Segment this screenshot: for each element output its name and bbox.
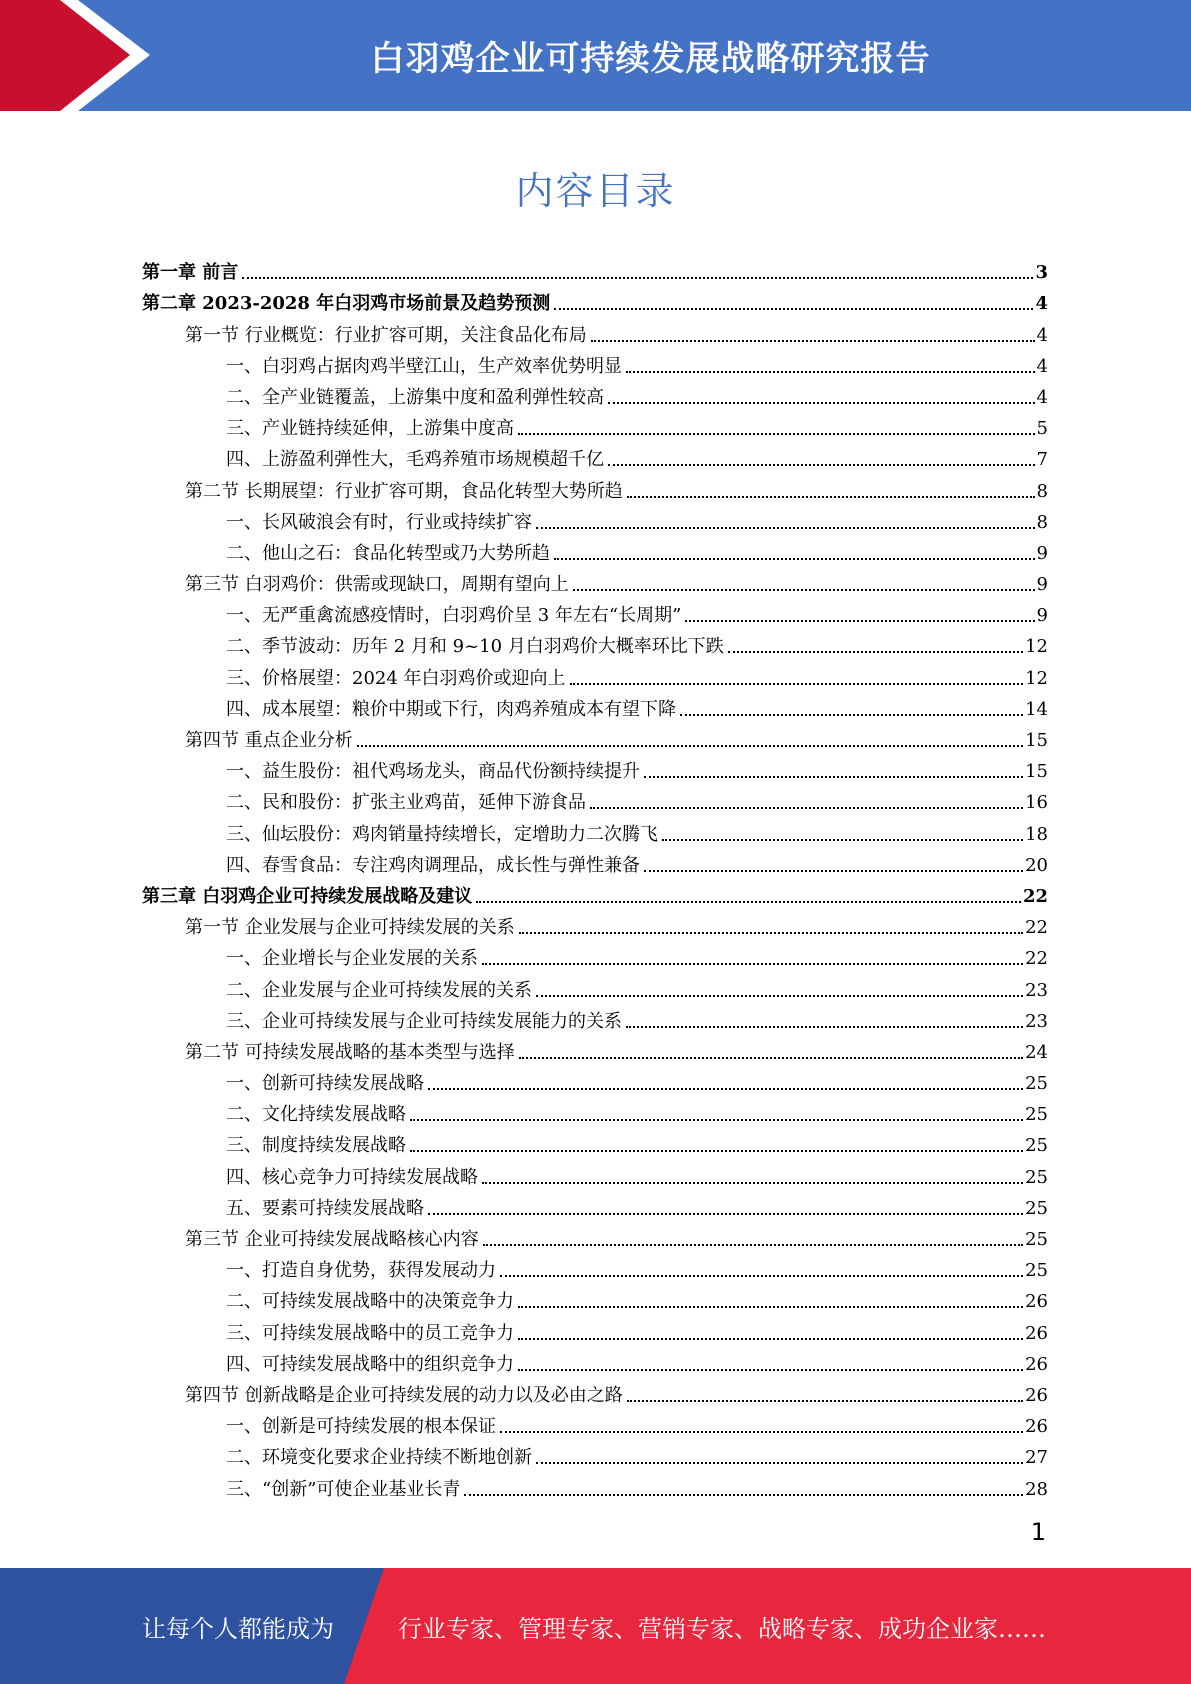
footer-slogan-left: 让每个人都能成为 <box>142 1614 334 1643</box>
toc-dot-leader <box>500 1275 1023 1277</box>
toc-dot-leader <box>428 1088 1023 1090</box>
toc-entry[interactable] <box>142 1470 1048 1501</box>
toc-entry-label: 四、成本展望：粮价中期或下行，肉鸡养殖成本有望下降 <box>226 698 676 720</box>
toc-entry[interactable] <box>142 722 1048 753</box>
toc-entry-page: 15 <box>1025 730 1048 751</box>
toc-entry-page: 4 <box>1036 355 1048 377</box>
toc-entry[interactable] <box>142 566 1048 597</box>
toc-entry-label: 一、益生股份：祖代鸡场龙头，商品代份额持续提升 <box>226 761 640 783</box>
toc-dot-leader <box>518 1369 1023 1371</box>
toc-entry-label: 三、价格展望：2024 年白羽鸡价或迎向上 <box>226 667 566 689</box>
toc-entry-label: 二、全产业链覆盖，上游集中度和盈利弹性较高 <box>226 386 604 408</box>
toc-entry[interactable] <box>142 971 1048 1002</box>
toc-entry-page: 12 <box>1025 667 1048 689</box>
toc-entry[interactable] <box>142 504 1048 535</box>
toc-entry-page: 5 <box>1036 418 1048 440</box>
toc-entry[interactable] <box>142 254 1048 285</box>
toc-entry-label: 二、民和股份：扩张主业鸡苗，延伸下游食品 <box>226 792 586 814</box>
toc-entry[interactable] <box>142 847 1048 878</box>
toc-entry-page: 25 <box>1025 1135 1048 1157</box>
toc-entry[interactable] <box>142 348 1048 379</box>
toc-entry-page: 16 <box>1025 792 1048 814</box>
toc-dot-leader <box>536 1462 1023 1464</box>
toc-entry-page: 25 <box>1025 1166 1048 1188</box>
toc-entry-page: 18 <box>1025 823 1048 845</box>
toc-dot-leader <box>482 963 1023 965</box>
toc-entry[interactable] <box>142 1439 1048 1470</box>
toc-entry-page: 26 <box>1025 1416 1048 1438</box>
toc-entry-label: 三、产业链持续延伸，上游集中度高 <box>226 418 514 440</box>
toc-dot-leader <box>554 308 1033 310</box>
toc-entry-label: 二、可持续发展战略中的决策竞争力 <box>226 1291 514 1313</box>
toc-dot-leader <box>626 1026 1023 1028</box>
toc-entry-label: 三、“创新”可使企业基业长青 <box>226 1478 461 1500</box>
toc-entry[interactable] <box>142 316 1048 347</box>
toc-dot-leader <box>242 277 1033 279</box>
toc-dot-leader <box>483 1244 1023 1246</box>
toc-entry[interactable] <box>142 878 1048 909</box>
toc-entry-label: 二、季节波动：历年 2 月和 9~10 月白羽鸡价大概率环比下跌 <box>226 636 724 658</box>
toc-dot-leader <box>357 745 1023 747</box>
toc-entry-page: 8 <box>1036 511 1048 533</box>
toc-entry[interactable] <box>142 940 1048 971</box>
toc-dot-leader <box>536 527 1035 529</box>
toc-dot-leader <box>685 620 1034 622</box>
toc-entry-page: 4 <box>1036 324 1048 346</box>
toc-dot-leader <box>570 683 1024 685</box>
toc-entry-page: 25 <box>1025 1073 1048 1095</box>
toc-entry-page: 25 <box>1025 1260 1048 1282</box>
toc-entry-page: 25 <box>1025 1197 1048 1219</box>
toc-dot-leader <box>608 464 1035 466</box>
toc-entry-label: 一、创新可持续发展战略 <box>226 1073 424 1095</box>
toc-dot-leader <box>554 558 1035 560</box>
toc-entry-label: 第一章 前言 <box>142 262 239 284</box>
toc-entry-label: 二、文化持续发展战略 <box>226 1104 406 1126</box>
toc-entry[interactable] <box>142 753 1048 784</box>
toc-entry-page: 9 <box>1036 605 1048 627</box>
toc-entry-page: 25 <box>1025 1104 1048 1126</box>
toc-entry[interactable] <box>142 1346 1048 1377</box>
toc-entry[interactable] <box>142 597 1048 628</box>
toc-dot-leader <box>518 433 1035 435</box>
toc-entry-page: 27 <box>1025 1447 1048 1469</box>
page-number: 1 <box>1030 1518 1046 1546</box>
toc-entry[interactable] <box>142 410 1048 441</box>
report-title: 白羽鸡企业可持续发展战略研究报告 <box>370 39 931 79</box>
toc-dot-leader <box>519 1057 1023 1059</box>
toc-entry-page: 26 <box>1025 1291 1048 1313</box>
toc-entry[interactable] <box>142 691 1048 722</box>
toc-entry-page: 28 <box>1025 1478 1048 1500</box>
toc-entry-label: 四、可持续发展战略中的组织竞争力 <box>226 1353 514 1375</box>
toc-entry[interactable] <box>142 1003 1048 1034</box>
toc-dot-leader <box>519 932 1023 934</box>
toc-dot-leader <box>410 1150 1023 1152</box>
toc-entry-label: 五、要素可持续发展战略 <box>226 1197 424 1219</box>
toc-entry[interactable] <box>142 379 1048 410</box>
toc-entry-label: 二、环境变化要求企业持续不断地创新 <box>226 1447 532 1469</box>
footer-banner <box>0 1568 1191 1684</box>
toc-entry-label: 三、可持续发展战略中的员工竞争力 <box>226 1322 514 1344</box>
toc-entry-label: 一、白羽鸡占据肉鸡半壁江山，生产效率优势明显 <box>226 355 622 377</box>
toc-entry-label: 一、无严重禽流感疫情时，白羽鸡价呈 3 年左右“长周期” <box>226 605 682 627</box>
toc-dot-leader <box>536 995 1023 997</box>
toc-dot-leader <box>410 1119 1023 1121</box>
toc-entry-label: 四、春雪食品：专注鸡肉调理品，成长性与弹性兼备 <box>226 854 640 876</box>
toc-entry[interactable] <box>142 1314 1048 1345</box>
header-banner <box>0 0 1191 111</box>
toc-entry-label: 第四节 重点企业分析 <box>185 730 353 751</box>
toc-entry-label: 第三章 白羽鸡企业可持续发展战略及建议 <box>142 885 473 907</box>
toc-entry-label: 一、打造自身优势，获得发展动力 <box>226 1260 496 1282</box>
toc-entry-label: 第三节 企业可持续发展战略核心内容 <box>185 1229 479 1250</box>
toc-entry-label: 第二节 长期展望：行业扩容可期，食品化转型大势所趋 <box>185 480 623 502</box>
toc-entry-page: 22 <box>1025 917 1048 939</box>
toc-entry-page: 22 <box>1025 948 1048 970</box>
toc-dot-leader <box>644 870 1023 872</box>
toc-entry[interactable] <box>142 535 1048 566</box>
toc-entry-label: 第一节 行业概览：行业扩容可期，关注食品化布局 <box>185 324 587 346</box>
toc-entry[interactable] <box>142 1190 1048 1221</box>
toc-entry-page: 22 <box>1022 885 1048 907</box>
toc-entry-label: 三、仙坛股份：鸡肉销量持续增长，定增助力二次腾飞 <box>226 823 658 845</box>
toc-entry[interactable] <box>142 1034 1048 1065</box>
toc-entry[interactable] <box>142 1408 1048 1439</box>
toc-entry-page: 14 <box>1025 698 1048 720</box>
toc-entry[interactable] <box>142 1065 1048 1096</box>
toc-dot-leader <box>591 340 1035 342</box>
toc-entry-label: 二、企业发展与企业可持续发展的关系 <box>226 979 532 1001</box>
toc-dot-leader <box>680 714 1023 716</box>
toc-dot-leader <box>590 807 1023 809</box>
toc-entry-page: 9 <box>1036 574 1048 596</box>
toc-entry-page: 3 <box>1035 262 1048 284</box>
toc-entry[interactable] <box>142 1158 1048 1189</box>
toc-dot-leader <box>627 1400 1023 1402</box>
toc-entry-page: 4 <box>1036 386 1048 408</box>
toc-entry[interactable] <box>142 909 1048 940</box>
toc-dot-leader <box>428 1213 1023 1215</box>
toc-entry[interactable] <box>142 285 1048 316</box>
toc-entry[interactable] <box>142 441 1048 472</box>
toc-dot-leader <box>518 1338 1023 1340</box>
toc-entry-label: 四、核心竞争力可持续发展战略 <box>226 1166 478 1188</box>
toc-entry[interactable] <box>142 628 1048 659</box>
toc-entry[interactable] <box>142 1096 1048 1127</box>
toc-entry[interactable] <box>142 1377 1048 1408</box>
toc-entry-page: 26 <box>1025 1322 1048 1344</box>
toc-entry-label: 一、创新是可持续发展的根本保证 <box>226 1416 496 1438</box>
toc-entry-label: 第一节 企业发展与企业可持续发展的关系 <box>185 917 515 939</box>
toc-entry-page: 26 <box>1025 1353 1048 1375</box>
toc-entry-label: 二、他山之石：食品化转型或乃大势所趋 <box>226 542 550 564</box>
toc-dot-leader <box>728 651 1023 653</box>
toc-dot-leader <box>482 1182 1023 1184</box>
toc-entry[interactable] <box>142 659 1048 690</box>
toc-entry-label: 第二章 2023-2028 年白羽鸡市场前景及趋势预测 <box>142 293 551 315</box>
toc-entry-page: 12 <box>1025 636 1048 658</box>
toc-entry-label: 第四节 创新战略是企业可持续发展的动力以及必由之路 <box>185 1384 623 1406</box>
toc-entry-page: 23 <box>1025 1010 1048 1032</box>
toc-entry-page: 24 <box>1025 1041 1048 1063</box>
toc-entry-label: 三、企业可持续发展与企业可持续发展能力的关系 <box>226 1010 622 1032</box>
toc-dot-leader <box>476 901 1021 903</box>
toc-entry-page: 9 <box>1036 542 1048 564</box>
toc-entry[interactable] <box>142 1127 1048 1158</box>
table-of-contents <box>142 254 1048 1502</box>
toc-dot-leader <box>464 1494 1023 1496</box>
toc-dot-leader <box>518 1306 1023 1308</box>
toc-entry-label: 第三节 白羽鸡价：供需或现缺口，周期有望向上 <box>185 574 569 596</box>
toc-entry-page: 7 <box>1036 449 1048 471</box>
toc-entry-label: 一、企业增长与企业发展的关系 <box>226 948 478 970</box>
footer-slogan-right: 行业专家、管理专家、营销专家、战略专家、成功企业家…… <box>398 1614 1046 1643</box>
toc-entry[interactable] <box>142 472 1048 503</box>
toc-entry-page: 20 <box>1025 854 1048 876</box>
toc-dot-leader <box>662 839 1023 841</box>
toc-dot-leader <box>644 776 1023 778</box>
toc-entry-page: 23 <box>1025 979 1048 1001</box>
toc-entry[interactable] <box>142 815 1048 846</box>
toc-entry-page: 8 <box>1036 480 1048 502</box>
toc-dot-leader <box>627 496 1035 498</box>
toc-entry-label: 四、上游盈利弹性大，毛鸡养殖市场规模超千亿 <box>226 449 604 471</box>
toc-entry[interactable] <box>142 1283 1048 1314</box>
toc-entry-page: 25 <box>1025 1229 1048 1250</box>
toc-entry-page: 26 <box>1025 1384 1048 1406</box>
toc-entry[interactable] <box>142 1252 1048 1283</box>
toc-entry-label: 第二节 可持续发展战略的基本类型与选择 <box>185 1041 515 1063</box>
toc-entry-label: 一、长风破浪会有时，行业或持续扩容 <box>226 511 532 533</box>
toc-entry[interactable] <box>142 784 1048 815</box>
toc-dot-leader <box>573 589 1035 591</box>
toc-dot-leader <box>608 402 1035 404</box>
toc-entry-label: 三、制度持续发展战略 <box>226 1135 406 1157</box>
toc-dot-leader <box>500 1431 1023 1433</box>
toc-entry-page: 15 <box>1025 761 1048 783</box>
toc-dot-leader <box>626 371 1035 373</box>
toc-entry-page: 4 <box>1035 293 1048 315</box>
toc-title: 内容目录 <box>515 169 676 213</box>
toc-entry[interactable] <box>142 1221 1048 1252</box>
